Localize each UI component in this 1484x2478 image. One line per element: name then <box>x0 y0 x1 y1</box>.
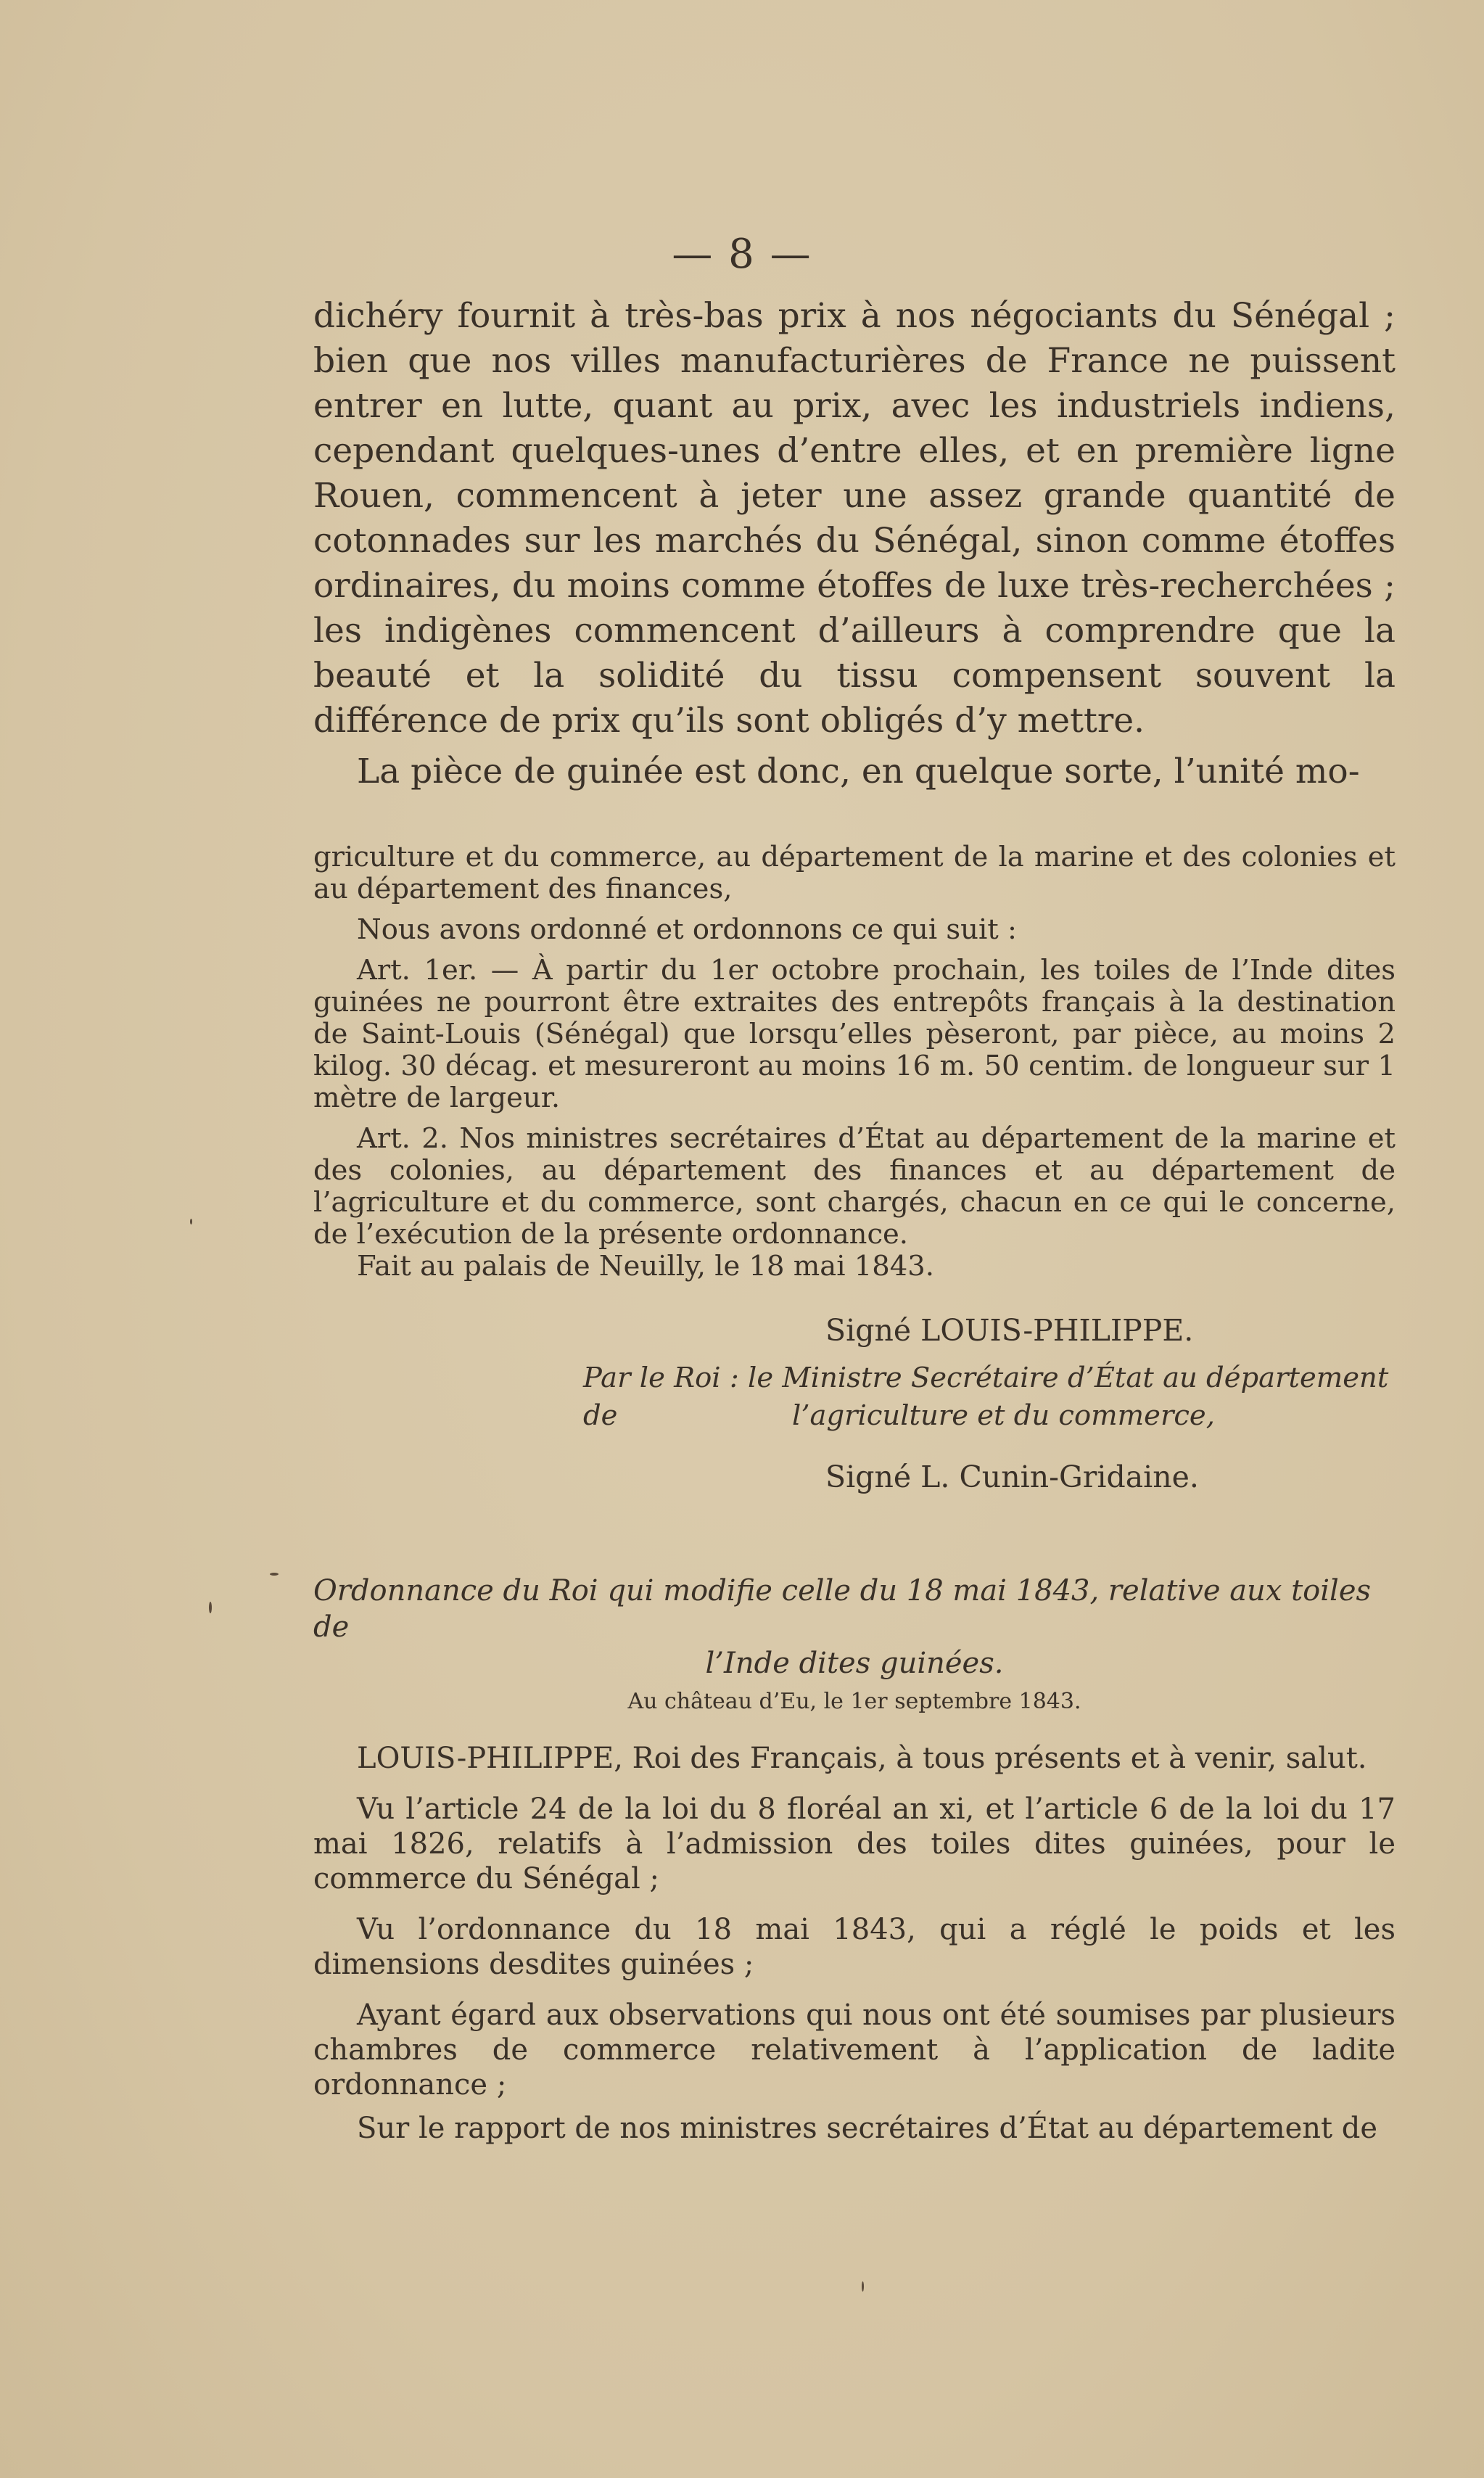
ordinance-2-title <box>313 1573 1396 1682</box>
countersign-line-2: l’agriculture et du commerce, <box>792 1399 1215 1432</box>
ordinance-2-ayant: Ayant égard aux observations qui nous ont été soumises par plusieurs chambres de commerce relativement à l’application de ladite ordonnance ; <box>313 1999 1396 2102</box>
ordinance-2-title-line-1: Ordonnance du Roi qui modifie celle du 18 mai 1843, relative aux toiles de <box>313 1574 1372 1644</box>
ordinance-1-article-1: Art. 1er. — À partir du 1er octobre prochain, les toiles de l’Inde dites guinées ne pourront être extraites des entrepôts français à la destination de Saint-Louis (Sénégal) que lorsqu’elles pèseront, par pièce, au moins 2 kilog. 30 décag. et mesureront au moins 16 m. 50 centim. de longueur sur 1 mètre de largeur. <box>313 954 1396 1114</box>
paper-speck <box>862 2281 864 2292</box>
ordinance-1 <box>313 841 1396 1283</box>
paper-speck <box>209 1602 212 1613</box>
paper-speck <box>270 1573 279 1576</box>
king-signature: Signé LOUIS-PHILIPPE. <box>825 1313 1194 1348</box>
countersign-line-1: Par le Roi : le Ministre Secrétaire d’État au département de <box>583 1362 1389 1432</box>
paper-speck <box>190 1219 192 1224</box>
ordinance-2-vu-2: Vu l’ordonnance du 18 mai 1843, qui a réglé le poids et les dimensions desdites guinées ; <box>313 1913 1396 1981</box>
ordinance-2-title-line-2: l’Inde dites guinées. <box>705 1647 1004 1680</box>
ordinance-1-intro: griculture et du commerce, au département de la marine et des colonies et au département des finances, <box>313 841 1396 905</box>
ordinance-1-decree: Nous avons ordonné et ordonnons ce qui suit : <box>357 913 1017 946</box>
ordinance-2-salutation: LOUIS-PHILIPPE, Roi des Français, à tous présents et à venir, salut. <box>357 1742 1367 1775</box>
paragraph-1: dichéry fournit à très-bas prix à nos négociants du Sénégal ; bien que nos villes manufacturières de France ne puissent entrer en lutte, quant au prix, avec les industriels indiens, cependant quelques-unes d’entre elles, et en première ligne Rouen, commencent à jeter une assez grande quantité de cotonnades sur les marchés du Sénégal, sinon comme étoffes ordinaires, du moins comme étoffes de luxe très-recherchées ; les indigènes commencent d’ailleurs à comprendre que la beauté et la solidité du tissu compensent souvent la différence de prix qu’ils sont obligés d’y mettre. <box>313 296 1396 741</box>
page-number: — 8 — <box>672 231 812 278</box>
ordinance-2-place-date: Au château d’Eu, le 1er septembre 1843. <box>627 1689 1081 1714</box>
ordinance-2-vu-1: Vu l’article 24 de la loi du 8 floréal an xi, et l’article 6 de la loi du 17 mai 1826, relatifs à l’admission des toiles dites guinées, pour le commerce du Sénégal ; <box>313 1792 1396 1895</box>
ordinance-2-sur: Sur le rapport de nos ministres secrétaires d’État au département de <box>357 2112 1378 2145</box>
ordinance-1-done: Fait au palais de Neuilly, le 18 mai 1843. <box>357 1250 935 1283</box>
ordinance-2-body <box>313 1741 1396 2146</box>
ordinance-1-article-2: Art. 2. Nos ministres secrétaires d’État au département de la marine et des colonies, au département des finances et au département de l’agriculture et du commerce, sont chargés, chacun en ce qui le concerne, de l’exécution de la présente ordonnance. <box>313 1122 1396 1251</box>
paragraph-2: La pièce de guinée est donc, en quelque sorte, l’unité mo- <box>357 752 1360 791</box>
minister-signature: Signé L. Cunin-Gridaine. <box>825 1460 1199 1494</box>
main-text <box>313 294 1396 794</box>
